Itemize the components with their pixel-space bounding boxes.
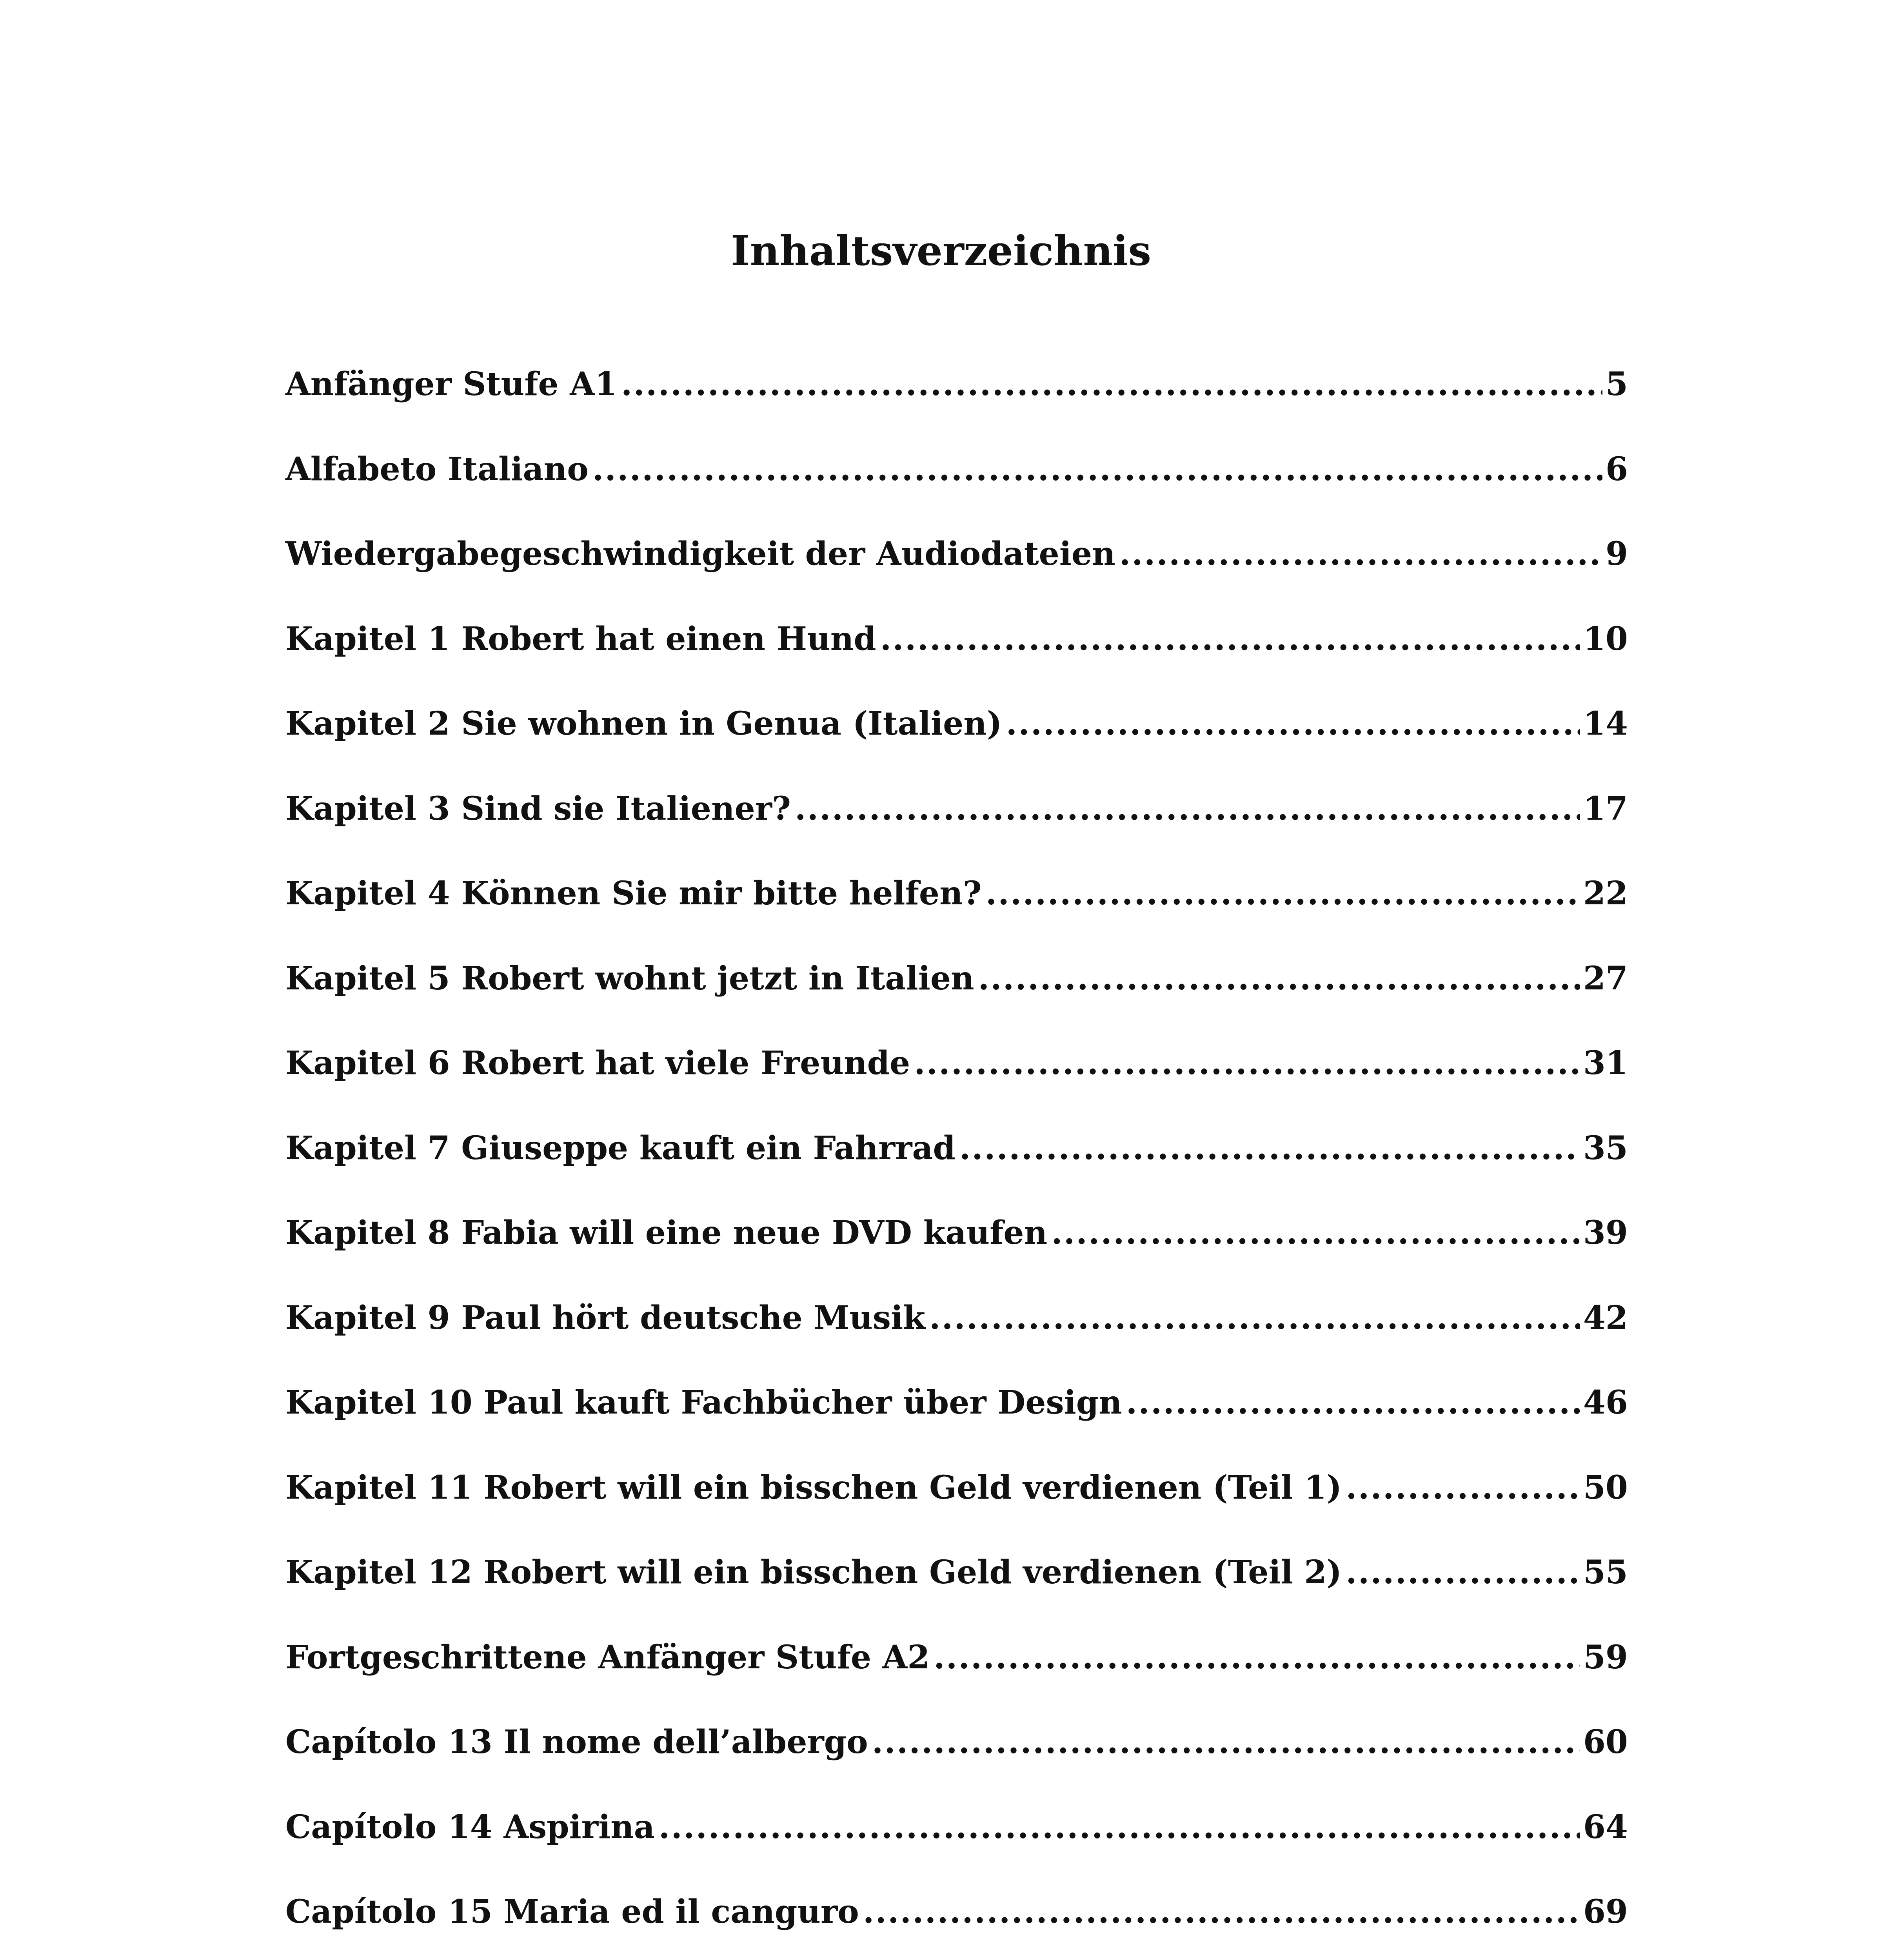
toc-entry-page: 46 [1583,1384,1628,1421]
toc-entry[interactable] [285,1209,1628,1294]
toc-entry-page: 42 [1583,1299,1628,1337]
toc-leader-dots [929,1294,1580,1341]
toc-entry-title: Alfabeto Italiano [285,450,589,488]
toc-leader-dots [1346,1549,1580,1596]
toc-entry[interactable] [285,530,1628,615]
toc-entry[interactable] [285,1040,1628,1125]
toc-entry-title: Kapitel 11 Robert will ein bisschen Geld verdienen (Teil 1) [285,1468,1342,1506]
toc-entry-title: Fortgeschrittene Anfänger Stufe A2 [285,1638,930,1676]
toc-leader-dots [880,615,1580,662]
toc-entry-page: 64 [1583,1808,1628,1846]
toc-entry-page: 31 [1583,1044,1628,1082]
toc-entry[interactable] [285,1719,1628,1804]
toc-entry-title: Kapitel 1 Robert hat einen Hund [285,620,876,658]
toc-entry-title: Capítolo 14 Aspirina [285,1808,655,1846]
toc-leader-dots [863,1888,1580,1935]
toc-entry-page: 35 [1583,1129,1628,1167]
toc-entry-title: Capítolo 13 Il nome dell’albergo [285,1723,868,1761]
toc-leader-dots [795,785,1580,832]
toc-leader-dots [621,361,1602,408]
toc-entry[interactable] [285,1294,1628,1379]
toc-entry[interactable] [285,446,1628,531]
toc-leader-dots [1006,700,1580,747]
toc-entry-title: Kapitel 5 Robert wohnt jetzt in Italien [285,959,974,997]
toc-entry-title: Kapitel 8 Fabia will eine neue DVD kaufen [285,1214,1048,1252]
toc-entry[interactable] [285,1634,1628,1719]
toc-entry-title: Wiedergabegeschwindigkeit der Audiodateien [285,535,1115,573]
toc-entry-page: 39 [1583,1214,1628,1252]
toc-entry-page: 55 [1583,1553,1628,1591]
toc-leader-dots [1119,530,1602,577]
toc-entry-title: Kapitel 3 Sind sie Italiener? [285,789,791,828]
toc-entry-title: Kapitel 4 Können Sie mir bitte helfen? [285,875,982,912]
toc-entry-page: 50 [1583,1468,1628,1506]
page-title: Inhaltsverzeichnis [730,227,1152,275]
toc-entry[interactable] [285,700,1628,785]
toc-entry[interactable] [285,1549,1628,1634]
toc-entry-page: 6 [1605,450,1628,488]
toc-entry-title: Anfänger Stufe A1 [285,365,617,403]
toc-entry[interactable] [285,785,1628,870]
toc-entry-title: Kapitel 7 Giuseppe kauft ein Fahrrad [285,1129,956,1167]
toc-leader-dots [959,1125,1580,1172]
toc-entry-page: 59 [1583,1638,1628,1676]
toc-leader-dots [978,955,1580,1002]
toc-entry-page: 27 [1583,959,1628,997]
toc-leader-dots [986,870,1580,917]
toc-entry[interactable] [285,955,1628,1040]
toc-entry-page: 5 [1605,365,1628,403]
toc-entry-page: 10 [1583,620,1628,658]
toc-entry[interactable] [285,870,1628,955]
toc-leader-dots [592,446,1602,493]
toc-entry[interactable] [285,1888,1628,1960]
toc-leader-dots [1126,1379,1580,1426]
toc-entry-page: 60 [1583,1723,1628,1761]
toc-entry[interactable] [285,1804,1628,1889]
toc-entry[interactable] [285,1379,1628,1464]
toc-leader-dots [914,1040,1580,1087]
toc-entry-title: Capítolo 15 Maria ed il canguro [285,1893,859,1931]
toc-entry[interactable] [285,615,1628,701]
toc-entry-title: Kapitel 9 Paul hört deutsche Musik [285,1299,926,1337]
toc-entry-page: 69 [1583,1893,1628,1931]
table-of-contents [285,361,1628,1960]
toc-entry-title: Kapitel 10 Paul kauft Fachbücher über Design [285,1384,1122,1421]
toc-entry-page: 17 [1583,789,1628,828]
toc-leader-dots [1346,1464,1580,1511]
toc-entry-page: 9 [1605,535,1628,573]
toc-leader-dots [659,1804,1580,1851]
toc-leader-dots [1051,1209,1580,1256]
toc-leader-dots [934,1634,1580,1681]
toc-entry-title: Kapitel 2 Sie wohnen in Genua (Italien) [285,705,1002,742]
toc-entry-page: 14 [1583,705,1628,742]
toc-leader-dots [872,1719,1580,1766]
toc-entry[interactable] [285,361,1628,446]
toc-entry-title: Kapitel 12 Robert will ein bisschen Geld verdienen (Teil 2) [285,1553,1342,1591]
toc-entry[interactable] [285,1125,1628,1210]
toc-entry-page: 22 [1583,875,1628,912]
toc-entry-title: Kapitel 6 Robert hat viele Freunde [285,1044,910,1082]
toc-entry[interactable] [285,1464,1628,1549]
